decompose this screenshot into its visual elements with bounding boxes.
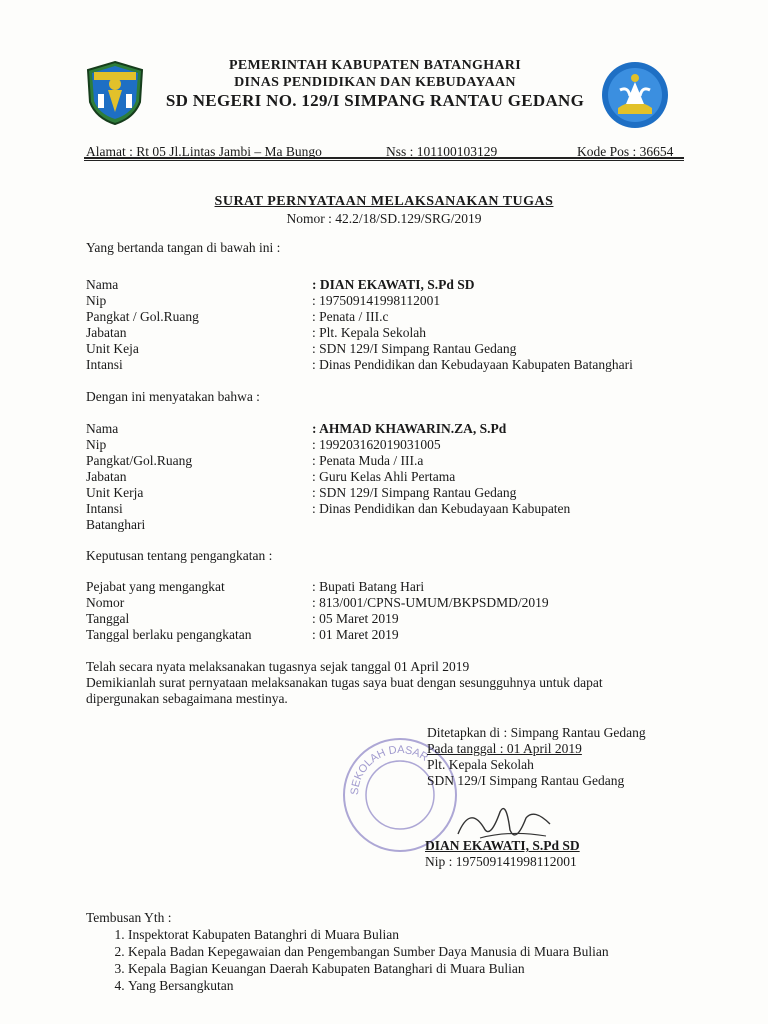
header-address: Alamat : Rt 05 Jl.Lintas Jambi – Ma Bungo (86, 144, 322, 159)
signer-position-label: Jabatan (86, 325, 127, 340)
subject-unit-label: Unit Kerja (86, 485, 144, 500)
cc-item: 1. Inspektorat Kabupaten Batanghri di Muara Bulian (128, 926, 609, 943)
header-divider-thick (84, 157, 684, 159)
signer-agency-label: Intansi (86, 357, 123, 372)
signature-position: Plt. Kepala Sekolah (427, 757, 534, 772)
header-nss: Nss : 101100103129 (386, 144, 498, 159)
signer-nip-value: : 197509141998112001 (312, 293, 441, 308)
signature-nip: Nip : 197509141998112001 (425, 854, 577, 869)
appointment-number-value: : 813/001/CPNS-UMUM/BKPSDMD/2019 (312, 595, 549, 610)
signer-name-value: : DIAN EKAWATI, S.Pd SD (312, 277, 475, 292)
header-divider-thin (84, 160, 684, 161)
appointment-intro: Keputusan tentang pengangkatan : (86, 548, 273, 563)
stamp-text: SEKOLAH DASAR (348, 743, 431, 796)
subject-nip-value: : 199203162019031005 (312, 437, 441, 452)
signer-unit-value: : SDN 129/I Simpang Rantau Gedang (312, 341, 517, 356)
appointment-official-value: : Bupati Batang Hari (312, 579, 425, 594)
subject-name-label: Nama (86, 421, 119, 436)
document-number: Nomor : 42.2/18/SD.129/SRG/2019 (286, 211, 482, 226)
subject-rank-value: : Penata Muda / III.a (312, 453, 424, 468)
subject-name-value: : AHMAD KHAWARIN.ZA, S.Pd (312, 421, 507, 436)
batanghari-emblem-logo (84, 60, 146, 126)
cc-list (86, 926, 609, 994)
header-government-line: PEMERINTAH KABUPATEN BATANGHARI (229, 58, 521, 73)
signature-date: Pada tanggal : 01 April 2019 (427, 741, 582, 756)
cc-title: Tembusan Yth : (86, 910, 172, 925)
signer-rank-value: : Penata / III.c (312, 309, 389, 324)
signer-intro: Yang bertanda tangan di bawah ini : (86, 240, 281, 255)
subject-agency-label: Intansi (86, 501, 123, 516)
subject-agency-continuation: Batanghari (86, 517, 146, 532)
cc-item: 2. Kepala Badan Kepegawaian dan Pengembangan Sumber Daya Manusia di Muara Bulian (128, 943, 609, 960)
document-title: SURAT PERNYATAAN MELAKSANAKAN TUGAS (214, 194, 554, 209)
subject-unit-value: : SDN 129/I Simpang Rantau Gedang (312, 485, 517, 500)
signer-unit-label: Unit Keja (86, 341, 139, 356)
subject-nip-label: Nip (86, 437, 107, 452)
cc-item: 3. Kepala Bagian Keuangan Daerah Kabupaten Batanghari di Muara Bulian (128, 960, 609, 977)
signature-place: Ditetapkan di : Simpang Rantau Gedang (427, 725, 646, 740)
signature-unit: SDN 129/I Simpang Rantau Gedang (427, 773, 625, 788)
signer-rank-label: Pangkat / Gol.Ruang (86, 309, 199, 324)
appointment-date-value: : 05 Maret 2019 (312, 611, 399, 626)
closing-line-1: Telah secara nyata melaksanakan tugasnya sejak tanggal 01 April 2019 (86, 659, 470, 674)
closing-line-2: Demikianlah surat pernyataan melaksanakan tugas saya buat dengan sesungguhnya untuk dapat (86, 675, 603, 690)
subject-position-value: : Guru Kelas Ahli Pertama (312, 469, 456, 484)
cc-item: 4. Yang Bersangkutan (128, 977, 609, 994)
statement-intro: Dengan ini menyatakan bahwa : (86, 389, 260, 404)
appointment-date-label: Tanggal (86, 611, 130, 626)
signer-agency-value: : Dinas Pendidikan dan Kebudayaan Kabupaten Batanghari (312, 357, 633, 372)
appointment-effective-value: : 01 Maret 2019 (312, 627, 399, 642)
signer-nip-label: Nip (86, 293, 107, 308)
tut-wuri-handayani-logo (600, 60, 670, 130)
appointment-effective-label: Tanggal berlaku pengangkatan (86, 627, 252, 642)
subject-position-label: Jabatan (86, 469, 127, 484)
signature-name: DIAN EKAWATI, S.Pd SD (425, 838, 580, 853)
svg-text:SEKOLAH DASAR (349, 744, 430, 795)
appointment-number-label: Nomor (86, 595, 125, 610)
signer-position-value: : Plt. Kepala Sekolah (312, 325, 426, 340)
closing-line-3: dipergunakan sebagaimana mestinya. (86, 691, 288, 706)
appointment-official-label: Pejabat yang mengangkat (86, 579, 225, 594)
header-school-name: SD NEGERI NO. 129/I SIMPANG RANTAU GEDANG (165, 91, 585, 110)
subject-agency-value: : Dinas Pendidikan dan Kebudayaan Kabupaten (312, 501, 571, 516)
subject-rank-label: Pangkat/Gol.Ruang (86, 453, 193, 468)
header-department-line: DINAS PENDIDIKAN DAN KEBUDAYAAN (234, 75, 516, 90)
header-postal-code: Kode Pos : 36654 (577, 144, 674, 159)
signer-name-label: Nama (86, 277, 119, 292)
